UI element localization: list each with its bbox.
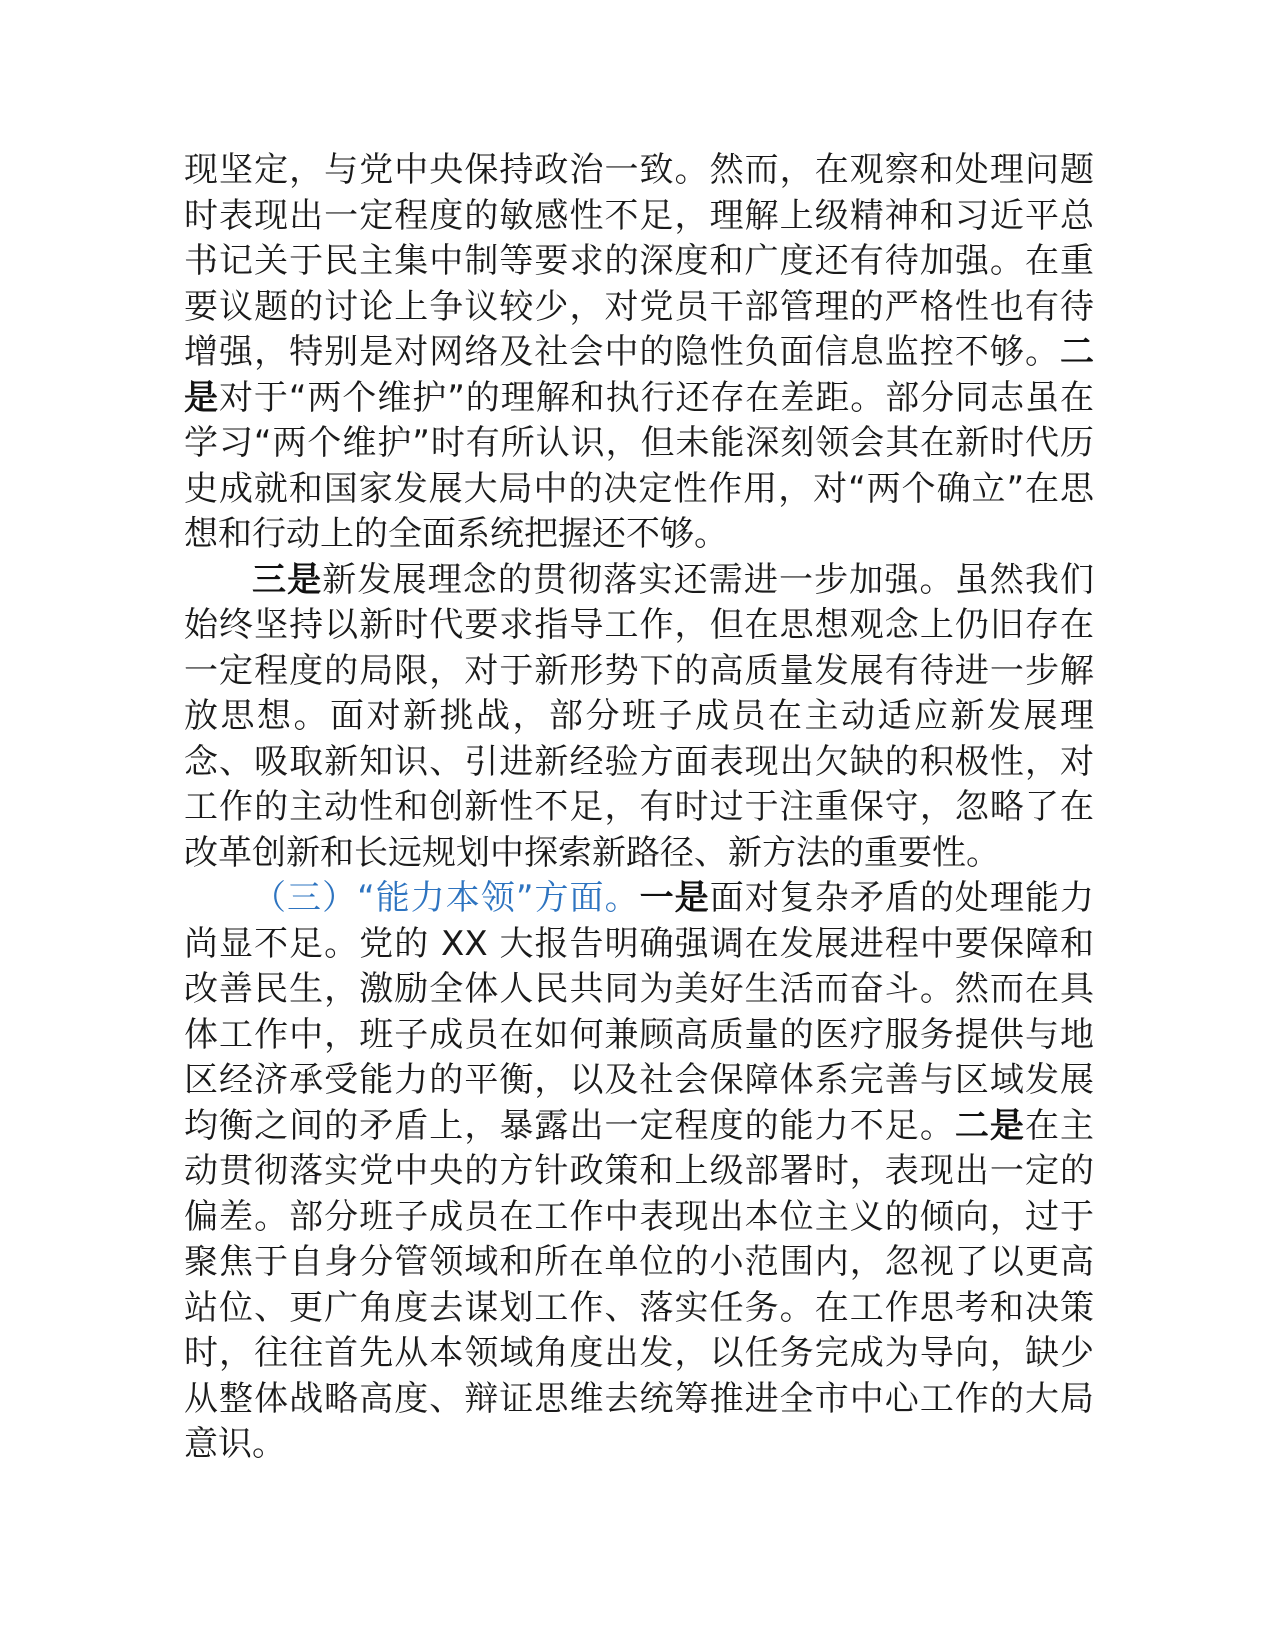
document-body [184,148,1094,1468]
section-heading-ability: （三）“能力本领”方面。 [252,878,640,918]
paragraph-3 [184,876,1094,1468]
paragraph-3-marker-yi-shi: 一是 [639,878,710,918]
paragraph-3-text-2: 在主动贯彻落实党中央的方针政策和上级部署时，表现出一定的偏差。部分班子成员在工作中表现出本位主义的倾向，过于聚焦于自身分管领域和所在单位的小范围内，忽视了以更高站位、更广角度去谋划工作、落实任务。在工作思考和决策时，往往首先从本领域角度出发，以任务完成为导向，缺少从整体战略高度、辩证思维去统筹推进全市中心工作的大局意识。 [184,1105,1095,1464]
paragraph-2-text: 新发展理念的贯彻落实还需进一步加强。虽然我们始终坚持以新时代要求指导工作，但在思想观念上仍旧存在一定程度的局限，对于新形势下的高质量发展有待进一步解放思想。面对新挑战，部分班子成员在主动适应新发展理念、吸取新知识、引进新经验方面表现出欠缺的积极性，对工作的主动性和创新性不足，有时过于注重保守，忽略了在改革创新和长远规划中探索新路径、新方法的重要性。 [184,559,1095,873]
paragraph-1-marker-er-shi: 二是 [184,332,1094,418]
paragraph-2 [184,558,1094,877]
paragraph-1 [184,148,1094,558]
paragraph-3-marker-er-shi: 二是 [954,1105,1025,1146]
paragraph-3-text-1: 面对复杂矛盾的处理能力尚显不足。党的 XX 大报告明确强调在发展进程中要保障和改善民生，激励全体人民共同为美好生活而奋斗。然而在具体工作中，班子成员在如何兼顾高质量的医疗服务提供与地区经济承受能力的平衡，以及社会保障体系完善与区域发展均衡之间的矛盾上，暴露出一定程度的能力不足。 [184,878,1095,1146]
paragraph-2-marker-san-shi: 三是 [252,559,323,600]
paragraph-1-text-1: 现坚定，与党中央保持政治一致。然而，在观察和处理问题时表现出一定程度的敏感性不足，理解上级精神和习近平总书记关于民主集中制等要求的深度和广度还有待加强。在重要议题的讨论上争议较少，对党员干部管理的严格性也有待增强，特别是对网络及社会中的隐性负面信息监控不够。 [184,150,1094,372]
paragraph-1-text-2: 对于“两个维护”的理解和执行还存在差距。部分同志虽在学习“两个维护”时有所认识，但未能深刻领会其在新时代历史成就和国家发展大局中的决定性作用，对“两个确立”在思想和行动上的全面系统把握还不够。 [184,377,1094,554]
